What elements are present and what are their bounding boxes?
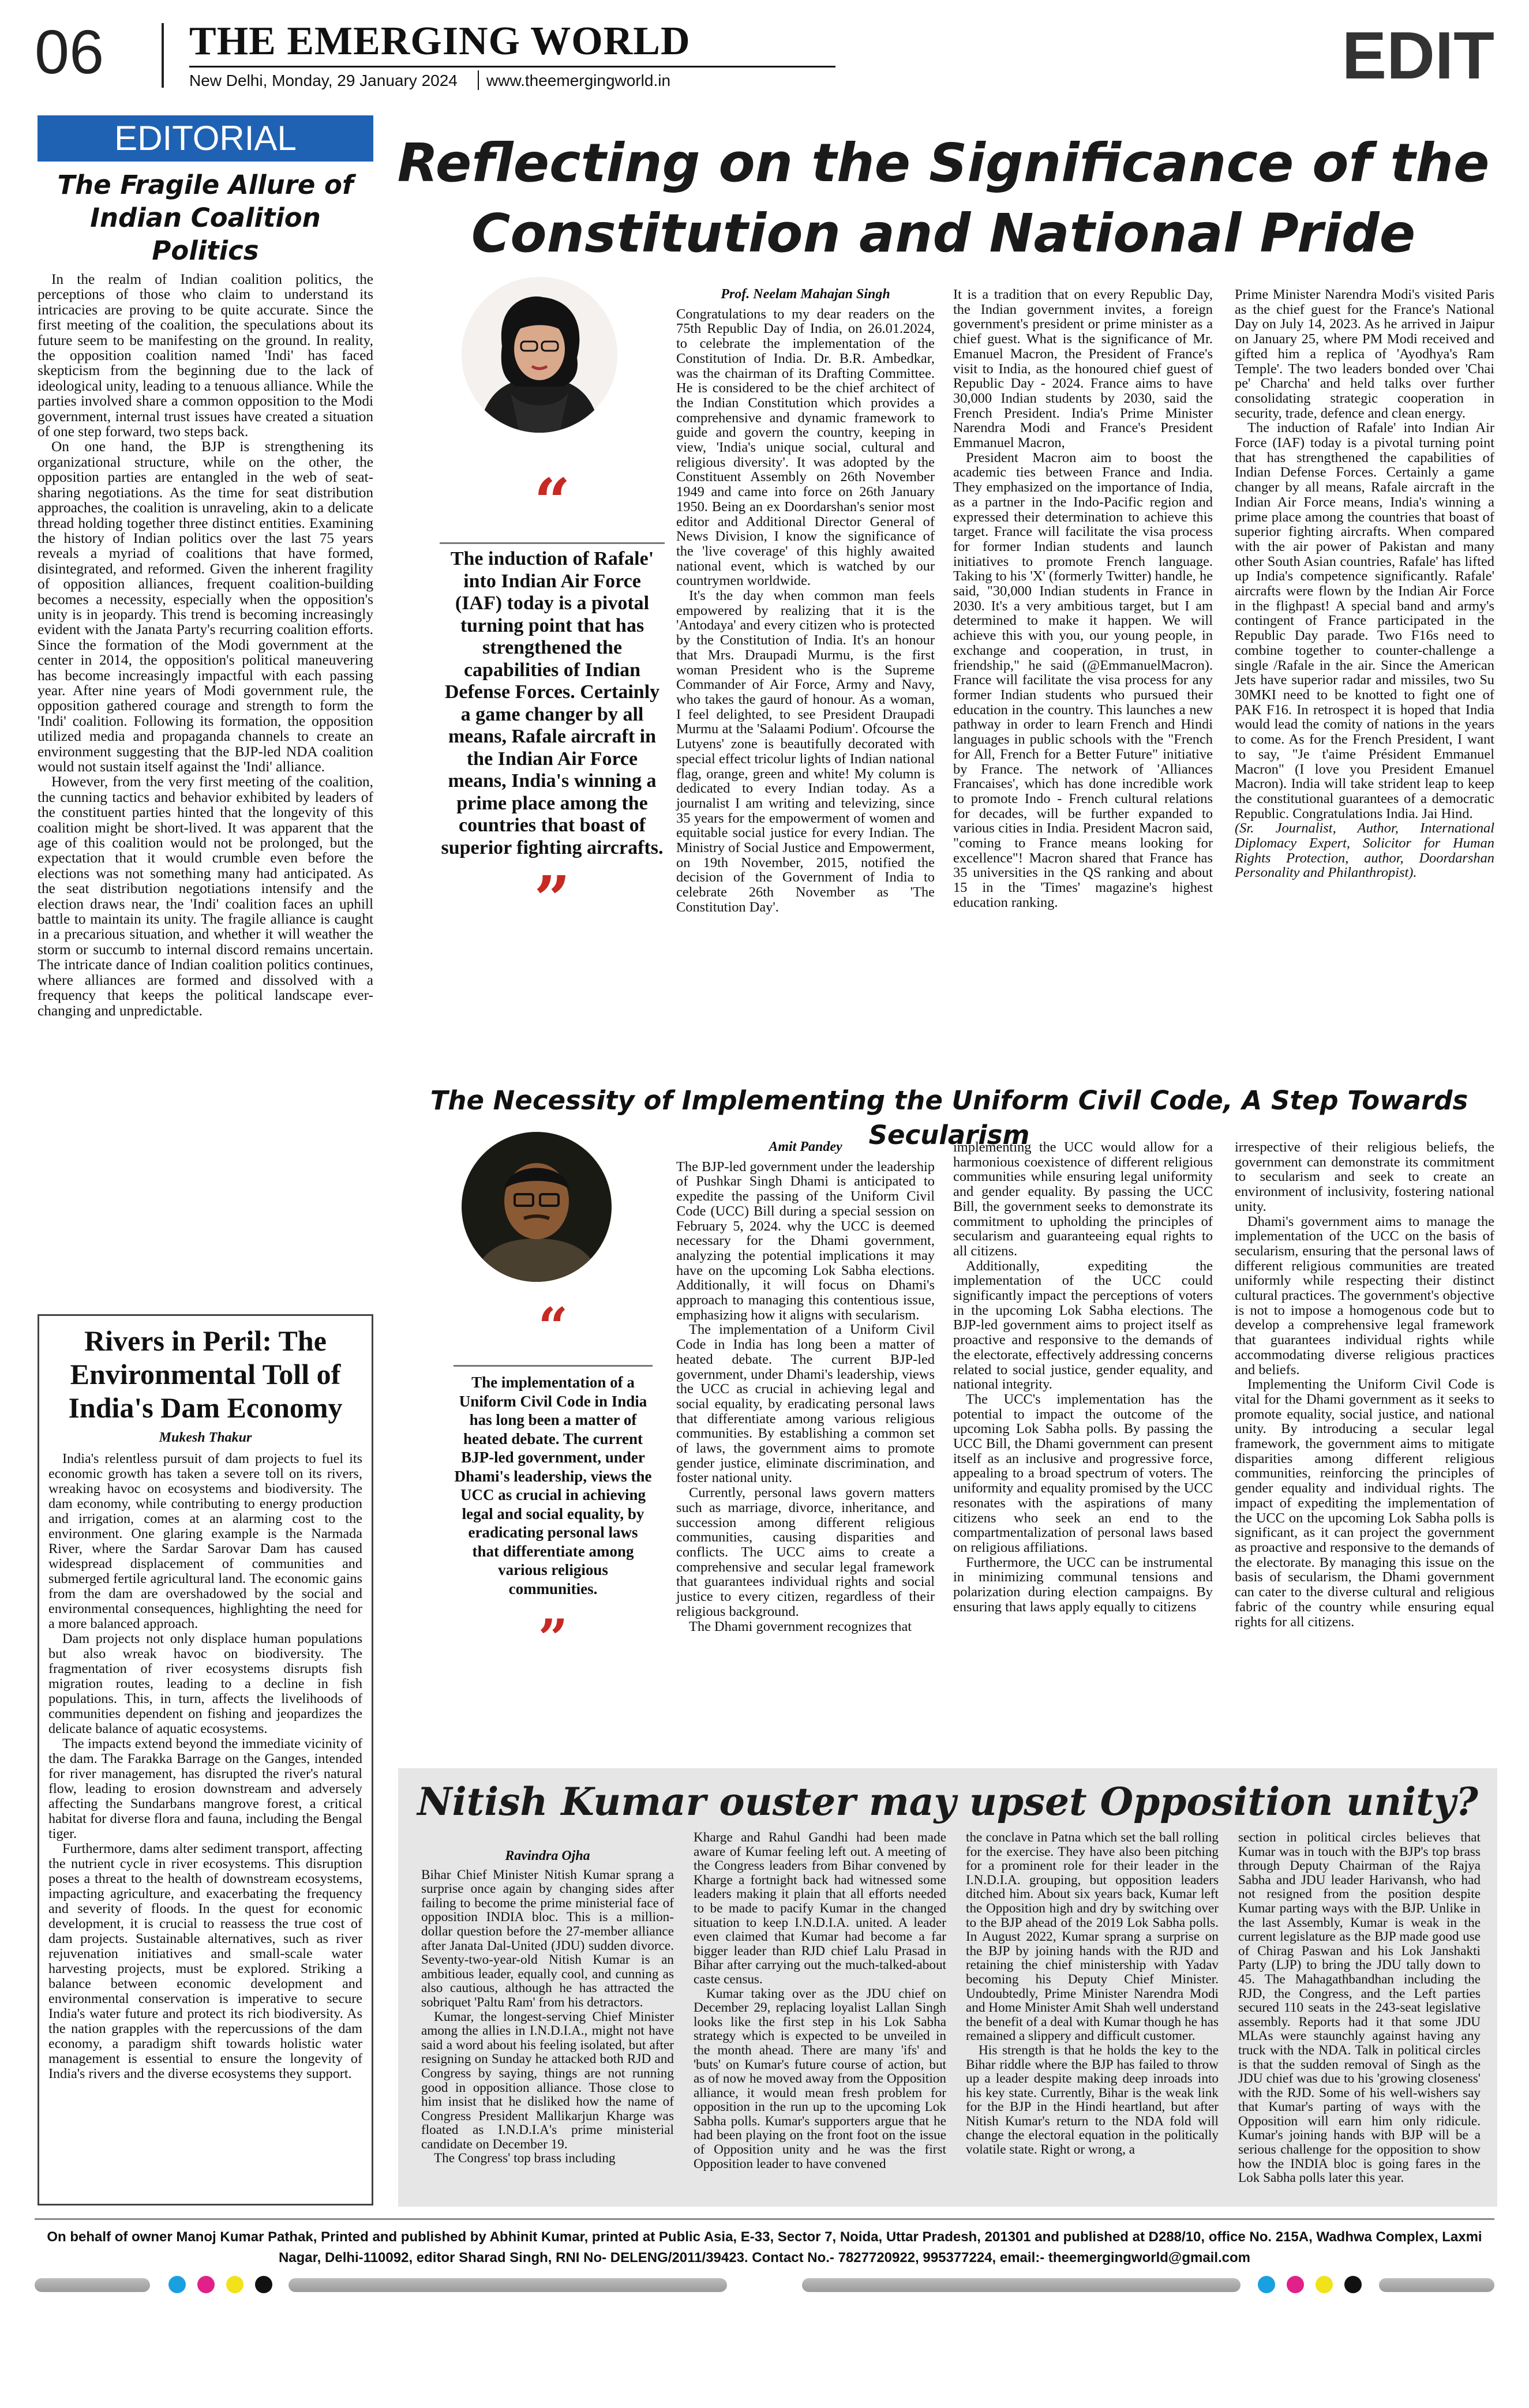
paragraph: section in political circles believes that Kumar was in touch with the BJP's top brass through Deputy Chairman of the Rajya Sabha and JDU leader Harivansh, who had not resigned from the position despite Kumar parting ways with the BJP. Unlike in the last Assembly, Kumar is weak in the current legislature as the BJP made good use of Chirag Paswan and his Lok Janshakti Party (LJP) to bring the JDU tally down to 45. The Mahagathbandhan including the RJD, the Congress, and the Left parties secured 110 seats in the 243-seat legislative assembly. Reports had it that some JDU MLAs were staunchly against having any truck with the NDA. Talk in political circles is that the sudden removal of Singh as the JDU chief was due to his 'growing closeness' with the RJD. Some of his well-wishers say that Kumar's parting of ways with the Opposition will earn him only ridicule. Kumar's joining hands with BJP will be a serious challenge for the opposition to show how the INDIA bloc is going fares in the Lok Sabha polls later this year.	[1238, 1830, 1481, 2186]
registration-pill	[35, 2278, 150, 2292]
article3-column-1	[421, 1849, 674, 2166]
editorial-body	[38, 272, 373, 1018]
paragraph: Implementing the Uniform Civil Code is vital for the Dhami government as it seeks to promote equality, social justice, and national unity. By introducing a secular legal framework, the government aims to mitigate disparities among different religious communities, reinforcing the principles of gender equality and individual rights. The impact of expediting the implementation of the UCC on the upcoming Lok Sabha polls is significant, as it can project the government as proactive and responsive to the demands of the electorate. By managing this issue on the basis of secularism, the Dhami government can cater to the diverse cultural and religious fabric of the country while ensuring equal rights for all citizens.	[1235, 1376, 1494, 1630]
article1-pull-quote	[440, 464, 665, 936]
portrait-image	[462, 277, 617, 433]
registration-bar-left	[35, 2276, 727, 2293]
yellow-dot-icon	[1316, 2276, 1333, 2293]
paragraph: President Macron aim to boost the academic ties between France and India. They emphasized on the importance of India, as a partner in the Indo-Pacific region and expressed their determination to achieve this target. France will facilitate the visa process for former Indian students and launch initiatives to promote French language. Taking to his 'X' (formerly Twitter) handle, he said, "30,000 Indian students in France in 2030. It's a very ambitious target, but I am determined to make it happen. We will achieve this with you, our young people, in exchange and cooperation, in trust, in friendship," he said (@EmmanuelMacron). France will facilitate the visa process for any former Indian students who pursued their education in the country. This launches a new pathway in order to learn French and Hindi languages in public schools with the "French for All, French for a Better Future" initiative by France. The network of 'Alliances Francaises', which has done incredible work to promote Indo - French cultural relations for decades, will be further expanded to various cities in India. President Macron said, "coming to France means looking for excellence"! Macron shared that France has 35 universities in the QS ranking and about 15 in the 'Times' magazine's highest education ranking.	[953, 449, 1213, 910]
author-photo-neelam	[462, 277, 617, 433]
quote-open-icon: “	[534, 464, 571, 539]
quote-rule-top	[454, 1365, 653, 1367]
paragraph: Additionally, expediting the implementation of the UCC could significantly impact the perceptions of voters in the upcoming Lok Sabha elections. The BJP-led government aims to project itself as proactive and responsive to the demands of the electorate, effectively addressing concerns related to social justice, gender equality, and national integrity.	[953, 1258, 1213, 1393]
article3-byline: Ravindra Ojha	[505, 1848, 590, 1863]
editorial-banner: EDITORIAL	[38, 115, 373, 162]
rivers-body	[48, 1451, 362, 2081]
quote-close-icon: ”	[538, 1608, 568, 1669]
cyan-dot-icon	[168, 2276, 186, 2293]
masthead-divider	[162, 23, 164, 88]
paragraph: Furthermore, the UCC can be instrumental in minimizing communal tensions and polarization during election campaigns. By ensuring that laws apply equally to citizens	[953, 1554, 1213, 1615]
article3-column-2	[694, 1831, 946, 2171]
article3-column-4	[1238, 1831, 1481, 2185]
paragraph: India's relentless pursuit of dam projects to fuel its economic growth has taken a severe toll on its rivers, wreaking havoc on ecosystems and biodiversity. The dam economy, while contributing to energy production and irrigation, comes at an alarming cost to the environment. One glaring example is the Narmada River, where the Sardar Sarovar Dam has caused widespread displacement of communities and submerged fertile agricultural land. The economic gains from the dam are overshadowed by the social and environmental consequences, highlighting the need for a more balanced approach.	[48, 1451, 362, 1631]
paragraph: His strength is that he holds the key to the Bihar riddle where the BJP has failed to throw up a leader despite making deep inroads into his key state. Currently, Bihar is the weak link for the BJP in the Hindi heartland, but after Nitish Kumar's return to the NDA fold will change the electoral equation in the politically volatile state. Right or wrong, a	[966, 2042, 1219, 2158]
article1-column-2	[953, 287, 1213, 910]
portrait-image	[462, 1132, 612, 1282]
paragraph: On one hand, the BJP is strengthening its organizational structure, while on the other, the opposition parties are entangled in the web of seat-sharing negotiations. As the time for seat distribution approaches, the coalition is unraveling, akin to a delicate thread holding together three distinct entities. Examining the history of Indian politics over the last 75 years reveals a myriad of coalitions that have formed, disintegrated, and reformed. Given the inherent fragility of opposition alliances, frequent coalition-building becomes a necessity, especially when the opposition's unity is in jeopardy. This trend is becoming increasingly evident with the Janata Party's recurring coalition efforts. Since the formation of the Modi government at the center in 2014, the opposition's political maneuvering has become increasingly impactful with each passing year. After nine years of Modi government rule, the opposition gathered courage and strength to form the 'Indi' coalition. Following its formation, the opposition utilized media and propaganda channels to create an environment suggesting that the BJP-led NDA coalition would not sustain itself against the 'Indi' alliance.	[38, 438, 373, 775]
paragraph: The Dhami government recognizes that	[689, 1618, 912, 1634]
paragraph: Prime Minister Narendra Modi's visited Paris as the chief guest for the France's National Day on July 14, 2023. As he arrived in Jaipur on January 25, where PM Modi received and gifted him a replica of 'Ayodhya's Ram Temple'. The two leaders bonded over 'Chai pe' Charcha' and held talks over further consolidating strategic cooperation in security, trade, defence and clean energy.	[1235, 287, 1494, 421]
magenta-dot-icon	[1287, 2276, 1304, 2293]
paragraph: Dhami's government aims to manage the implementation of the UCC on the basis of secularism, ensuring that the personal laws of different religious communities are treated uniformly while respecting their distinct cultural practices. The government's objective is not to impose a homogenous code but to develop a comprehensive legal framework that guarantees individual rights while accommodating diverse religious practices and beliefs.	[1235, 1213, 1494, 1378]
author-photo-amit	[462, 1132, 612, 1282]
article1-column-3	[1235, 287, 1494, 880]
black-dot-icon	[1344, 2276, 1362, 2293]
paragraph: Dam projects not only displace human populations but also wreak havoc on biodiversity. The fragmentation of river ecosystems disrupts fish migration routes, leading to a decline in fish populations. This, in turn, affects the livelihoods of communities dependent on fishing and jeopardizes the delicate balance of aquatic ecosystems.	[48, 1631, 362, 1736]
magenta-dot-icon	[197, 2276, 215, 2293]
article2-column-3	[1235, 1140, 1494, 1629]
article1-headline: Reflecting on the Significance of the Constitution and National Pride	[397, 132, 1490, 264]
editorial-section	[38, 115, 373, 1298]
pull-quote-text: The implementation of a Uniform Civil Code in India has long been a matter of heated debate. The current BJP-led government, under Dhami's leadership, views the UCC as crucial in achieving legal and social equality, by eradicating personal laws that differentiate among various religious communities.	[454, 1374, 652, 1597]
paragraph: The UCC's implementation has the potential to impact the outcome of the upcoming Lok Sabha polls. By passing the UCC Bill, the Dhami government can present itself as an inclusive and progressive force, appealing to a broad spectrum of voters. The uniformity and equality promised by the UCC resonates with the aspirations of many citizens who seek an end to the compartmentalization of personal laws based on religious affiliations.	[953, 1391, 1213, 1555]
paragraph: Kumar taking over as the JDU chief on December 29, replacing loyalist Lallan Singh looks like the first step in his Lok Sabha strategy which is expected to be unveiled in the month ahead. There are many 'ifs' and 'buts' on Kumar's future course of action, but as of now he moved away from the Opposition alliance, it would mean fresh problem for opposition in the run up to the upcoming Lok Sabha polls. Kumar's supporters argue that he had been playing on the front foot on the issue of Opposition unity and he was the first Opposition leader to have convened	[694, 1986, 946, 2171]
article2-pull-quote	[454, 1296, 653, 1669]
article2-byline: Amit Pandey	[769, 1139, 842, 1154]
black-dot-icon	[255, 2276, 272, 2293]
paragraph: It is a tradition that on every Republic Day, the Indian government invites, a foreign government's president or prime minister as a chief guest. What is the significance of Mr. Emanuel Macron, the President of France's visit to India, as the honoured chief guest of Republic Day - 2024. France aims to have 30,000 Indian students by 2030, said the French President. India's Prime Minister Narendra Modi and France's President Emmanuel Macron,	[953, 287, 1213, 451]
article1-byline: Prof. Neelam Mahajan Singh	[721, 287, 890, 302]
paragraph: In the realm of Indian coalition politics, the perceptions of those who claim to understand its intricacies are proving to be quite accurate. Since the first meeting of the coalition, the speculations about its future seem to be manifesting on the ground. In reality, the opposition coalition named 'Indi' has faced skepticism from the beginning due to the lack of ideological unity, leading to a tenuous alliance. While the parties involved share a common opposition to the Modi government, internal trust issues have created a situation of one step forward, two steps back.	[38, 271, 373, 440]
paragraph: The Congress' top brass including	[434, 2151, 616, 2166]
paragraph: The impacts extend beyond the immediate vicinity of the dam. The Farakka Barrage on the Ganges, intended for river management, has disrupted the river's natural flow, leading to erosion downstream and adversely affecting the Sundarbans mangrove forest, a critical habitat for diverse flora and fauna, including the Bengal tiger.	[48, 1736, 362, 1841]
newspaper-name: THE EMERGING WORLD	[189, 19, 691, 63]
registration-pill	[802, 2278, 1241, 2292]
paragraph: The BJP-led government under the leadership of Pushkar Singh Dhami is anticipated to expedite the passing of the Uniform Civil Code (UCC) Bill during a special session on February 5, 2024. why the UCC is deemed necessary for the Dhami government, analyzing the potential implications it may have on the upcoming Lok Sabha elections. Additionally, it will focus on Dhami's approach to managing this contentious issue, emphasizing how it aligns with secularism.	[676, 1158, 935, 1323]
editorial-headline: The Fragile Allure of Indian Coalition Politics	[57, 170, 354, 266]
article3-section	[398, 1768, 1497, 2207]
masthead-rule	[189, 66, 835, 67]
article3-headline: Nitish Kumar ouster may upset Opposition unity?	[417, 1779, 1478, 1824]
paragraph: irrespective of their religious beliefs, the government can demonstrate its commitment to secularism and seek to create an environment of inclusivity, fostering national unity.	[1235, 1139, 1494, 1214]
registration-pill	[1379, 2278, 1494, 2292]
paragraph: the conclave in Patna which set the ball rolling for the exercise. They have also been pitching for a prominent role for their leader in the I.N.D.I.A. grouping, but opposition leaders ditched him. About six years back, Kumar left the Opposition high and dry by switching over to the BJP ahead of the 2019 Lok Sabha polls. In August 2022, Kumar sprang a surprise on the BJP by joining hands with the RJD and retaining the chief ministership with Yadav becoming his Deputy Chief Minister. Undoubtedly, Prime Minister Narendra Modi and Home Minister Amit Shah well understand the benefit of a deal with Kumar though he has remained a slippery and difficult customer.	[966, 1830, 1219, 2044]
paragraph: The implementation of a Uniform Civil Code in India has long been a matter of heated debate. The current BJP-led government, under Dhami's leadership, views the UCC as crucial in achieving legal and social equality, by eradicating personal laws that differentiate among various religious communities. By establishing a common set of laws, the government aims to promote gender justice, eliminate discrimination, and foster national unity.	[676, 1322, 935, 1486]
registration-pill	[288, 2278, 727, 2292]
publisher-imprint: On behalf of owner Manoj Kumar Pathak, Printed and published by Abhinit Kumar, printed at Public Asia, E-33, Sector 7, Noida, Uttar Pradesh, 201301 and published at D288/10, office No. 215A, Wadhwa Complex, Laxmi Nagar, Delhi-110092, editor Sharad Singh, RNI No- DELENG/2011/39423. Contact No.- 7827720922, 995377224, email:- theemergingworld@gmail.com	[47, 2229, 1482, 2266]
paragraph: Kharge and Rahul Gandhi had been made aware of Kumar feeling left out. A meeting of the Congress leaders from Bihar convened by Kharge a fortnight back had witnessed some leaders making it plain that all efforts needed to be made to pacify Kumar in the changed situation to keep I.N.D.I.A. united. A leader even claimed that Kumar had become a far bigger leader than RJD chief Lalu Prasad in Bihar after carrying out the much-talked-about caste census.	[694, 1830, 946, 1987]
rivers-headline: Rivers in Peril: The Environmental Toll of India's Dam Economy	[68, 1325, 343, 1424]
author-note: (Sr. Journalist, Author, International Diplomacy Expert, Solicitor for Human Rights Protection, author, Doordarshan Personality and Philanthropist).	[1235, 820, 1494, 881]
yellow-dot-icon	[226, 2276, 243, 2293]
cyan-dot-icon	[1258, 2276, 1275, 2293]
paragraph: It's the day when common man feels empowered by realizing that it is the 'Antodaya' and every citizen who is protected by the Constitution of India. It's an honour that Mrs. Draupadi Murmu, is the first woman President who is the Supreme Commander of Air Force, Army and Navy, who takes the gaurd of honour. As a woman, I feel delighted, to see President Draupadi Murmu at the 'Salaami Podium'. Ofcourse the Lutyens' zone is beautifully decorated with special effect tricolur lights of Indian national flag, orange, green and white! My column is dedicated to every Indian today. As a journalist I am writing and televizing, since 35 years for the empowerment of women and equitable social justice for every Indian. The Ministry of Social Justice and Empowerment, on 19th November, 2015, notified the decision of the Government of India to celebrate 26th November as 'The Constitution Day'.	[676, 588, 935, 915]
rivers-byline: Mukesh Thakur	[159, 1430, 252, 1445]
article1-column-1	[676, 287, 935, 915]
rivers-article	[38, 1314, 373, 2206]
paragraph: Bihar Chief Minister Nitish Kumar sprang a surprise once again by changing sides after failing to become the prime ministerial face of opposition INDIA bloc. This is a million-dollar question before the 27-member alliance after Janata Dal-United (JDU) sudden divorce. Seventy-two-year-old Nitish Kumar is an ambitious leader, equally cool, and cunning as also cautious, although he has attracted the sobriquet 'Paltu Ram' from his detractors.	[421, 1867, 674, 2010]
paragraph: Currently, personal laws govern matters such as marriage, divorce, inheritance, and succession among different religious communities, causing disparities and conflicts. The UCC aims to create a comprehensive and secular legal framework that guarantees individual rights and social justice to every citizen, regardless of their religious background.	[676, 1485, 935, 1619]
section-tag: EDIT	[1341, 18, 1494, 93]
article2-column-1	[676, 1140, 935, 1634]
paragraph: The induction of Rafale' into Indian Air Force (IAF) today is a pivotal turning point that has strengthened the capabilities of Indian Defense Forces. Certainly a game changer by all means, Rafale aircraft in the Indian Air Force means, India's winning a prime place among the countries that boast of superior fighting aircrafts. When compared with the air power of Pakistan and many other South Asian countries, Rafale' has lifted up India's competence significantly. Rafale' aircrafts were flown by the Indian Air Force in the flighpast! A special band and army's contingent of France participated in the Republic Day parade. Two F16s need to combine together to counter-challenge a single /Rafale in the air. Since the American Jets have superior radar and missiles, two Su 30MKI need to be knotted to fight one of PAK F16. In retrospect it is hoped that India would lead the comity of nations in the years to come. As for the French President, I want to say, "Je t'aime Président Emmanuel Macron" (I love you President Emanuel Macron). India will take strident leap to keep the constitutional guarantees of a democratic Republic. Congratulations India. Jai Hind.	[1235, 420, 1494, 822]
paragraph: However, from the very first meeting of the coalition, the cunning tactics and behavior exhibited by leaders of the constituent parties hinted that the longevity of this coalition might be short-lived. It was apparent that the age of this coalition would not be prolonged, but the expectation that it would crumble even before the elections was not something many had anticipated. As the seat distribution negotiations intensify and the election draws near, the 'Indi' coalition faces an uphill battle to maintain its unity. The fragile alliance is caught in a precarious situation, and whether it will weather the storm or succumb to internal discord remains uncertain. The intricate dance of Indian coalition politics continues, where alliances are formed and dissolved with a frequency that keeps the political landscape ever-changing and unpredictable.	[38, 774, 373, 1019]
article2-headline: The Necessity of Implementing the Uniform Civil Code, A Step Towards Secularism	[430, 1085, 1468, 1150]
paragraph: Kumar, the longest-serving Chief Minister among the allies in I.N.D.I.A., might not have said a word about his feeling isolated, but after resigning on Sunday he attacked both RJD and Congress by saying, things are not running good in opposition alliance. Those close to him insist that he disliked how the name of Congress President Mallikarjun Kharge was floated as I.N.D.I.A's prime ministerial candidate on December 19.	[421, 2009, 674, 2152]
quote-open-icon: “	[538, 1296, 568, 1357]
pull-quote-text: The induction of Rafale' into Indian Air Force (IAF) today is a pivotal turning point that has strengthened the capabilities of Indian Defense Forces. Certainly a game changer by all means, Rafale aircraft in the Indian Air Force means, India's winning a prime place among the countries that boast of superior fighting aircrafts.	[441, 548, 664, 858]
paragraph: implementing the UCC would allow for a harmonious coexistence of different religious communities while ensuring legal uniformity and gender equality. By passing the UCC Bill, the government seeks to demonstrate its commitment to upholding the principles of secularism and guaranteeing equal rights to all citizens.	[953, 1139, 1213, 1259]
quote-close-icon: ”	[534, 862, 571, 936]
quote-rule-top	[440, 542, 665, 544]
paragraph: Congratulations to my dear readers on the 75th Republic Day of India, on 26.01.2024, to celebrate the implementation of the Constitution of India. Dr. B.R. Ambedkar, was the chairman of its Drafting Committee. He is considered to be the chief architect of the Indian Constitution which provides a comprehensive and dynamic framework to guide and govern the country, keeping in view, 'India's unique social, cultural and religious diversity'. It was adopted by the Constituent Assembly on 26th November 1949 and came into force on 26th January 1950. Being an ex Doordarshan's senior most editor and Additional Director General of News Division, I know the significance of the 'live coverage' of this highly awaited national event, which is watched by our countrymen worldwide.	[676, 306, 935, 589]
footer-rule	[35, 2218, 1494, 2220]
masthead	[35, 17, 1494, 92]
paragraph: Furthermore, dams alter sediment transport, affecting the nutrient cycle in river ecosystems. This disruption poses a threat to the health of downstream ecosystems, impacting agriculture, and exacerbating the frequency and severity of floods. In the quest for economic development, it is crucial to reassess the true cost of dam projects. Sustainable alternatives, such as river rejuvenation initiatives and small-scale water harvesting projects, must be explored. Striking a balance between economic development and environmental conservation is imperative to secure India's water future and protect its rich biodiversity. As the nation grapples with the repercussions of the dam economy, a paradigm shift towards holistic water management is essential to ensure the longevity of India's rivers and the diverse ecosystems they support.	[48, 1841, 362, 2081]
article3-column-3	[966, 1831, 1219, 2157]
website-link[interactable]: www.theemergingworld.in	[486, 72, 671, 89]
registration-bar-right	[802, 2276, 1494, 2293]
masthead-url-divider	[478, 70, 479, 90]
issue-date: New Delhi, Monday, 29 January 2024	[189, 72, 458, 89]
article2-column-2	[953, 1140, 1213, 1615]
page-number: 06	[35, 17, 104, 87]
